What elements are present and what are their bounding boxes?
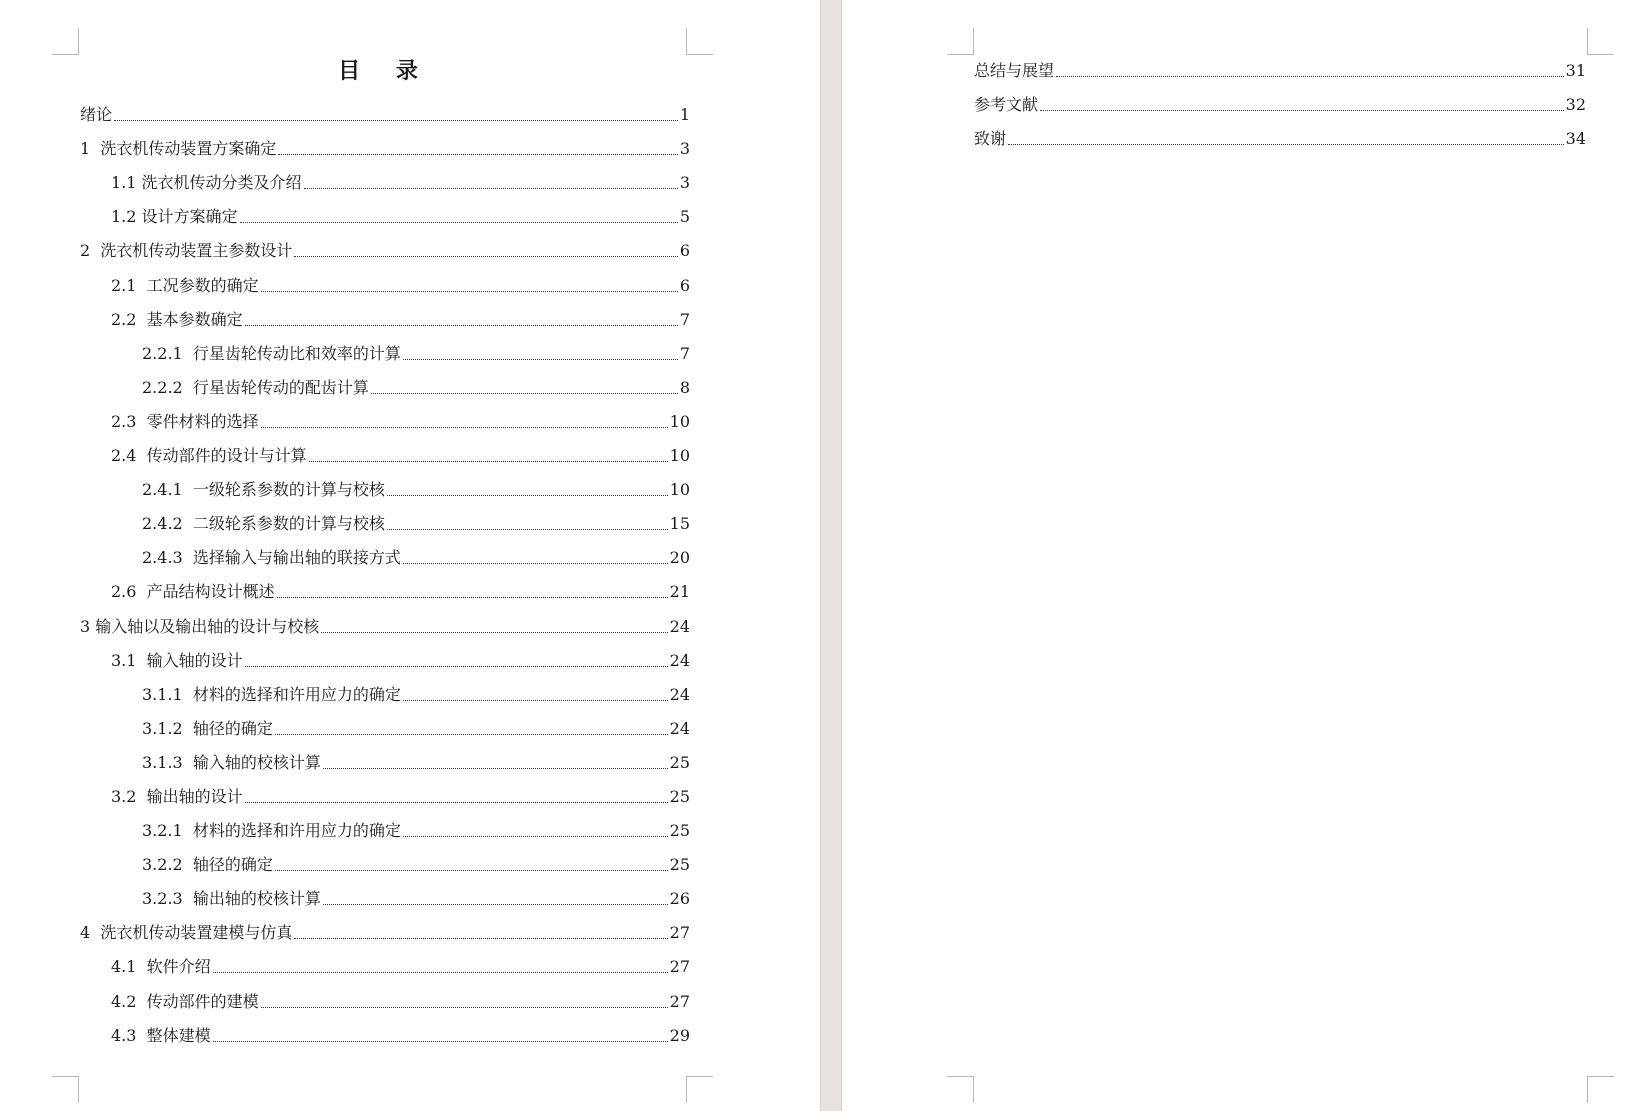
toc-dot-leader: [294, 938, 667, 939]
toc-entry-page-number: 24: [669, 684, 690, 704]
toc-dot-leader: [213, 972, 668, 973]
toc-entry-page-number: 26: [669, 889, 690, 909]
toc-entry[interactable]: [80, 232, 690, 266]
toc-entry-page-number: 34: [1565, 129, 1586, 149]
toc-entry-label: 绪论: [80, 105, 113, 125]
toc-entry[interactable]: [974, 86, 1586, 120]
toc-entry[interactable]: [80, 846, 690, 880]
toc-entry[interactable]: [80, 914, 690, 948]
toc-entry[interactable]: [80, 812, 690, 846]
toc-entry-page-number: 27: [669, 923, 690, 943]
toc-entry-page-number: 6: [679, 275, 690, 295]
toc-entry-page-number: 10: [669, 446, 690, 466]
toc-entry-page-number: 29: [669, 1025, 690, 1045]
toc-entry-page-number: 10: [669, 411, 690, 431]
toc-dot-leader: [403, 563, 668, 564]
toc-entry-label: 2.2.2 行星齿轮传动的配齿计算: [142, 377, 369, 397]
toc-dot-leader: [403, 700, 668, 701]
document-page-right: [842, 0, 1636, 1111]
toc-entry-label: 3 输入轴以及输出轴的设计与校核: [80, 616, 320, 636]
toc-dot-leader: [245, 325, 678, 326]
crop-mark-top-left: [52, 28, 79, 55]
toc-dot-leader: [278, 154, 677, 155]
toc-entry[interactable]: [80, 778, 690, 812]
toc-entry-page-number: 27: [669, 991, 690, 1011]
toc-dot-leader: [213, 1041, 668, 1042]
toc-entry-label: 1 洗衣机传动装置方案确定: [80, 139, 277, 159]
toc-entry[interactable]: [80, 607, 690, 641]
toc-entry-page-number: 24: [669, 650, 690, 670]
toc-entry-label: 2.4.2 二级轮系参数的计算与校核: [142, 514, 385, 534]
toc-entry-label: 致谢: [974, 129, 1007, 149]
page-gutter: [820, 0, 842, 1111]
toc-entry-label: 1.2 设计方案确定: [111, 207, 238, 227]
toc-entry[interactable]: [80, 471, 690, 505]
toc-entry[interactable]: [80, 369, 690, 403]
toc-entry[interactable]: [80, 96, 690, 130]
toc-entry-label: 2.2.1 行星齿轮传动比和效率的计算: [142, 343, 401, 363]
toc-entry-label: 参考文献: [974, 95, 1039, 115]
toc-dot-leader: [261, 1007, 668, 1008]
toc-entry-page-number: 25: [669, 821, 690, 841]
toc-entry-label: 2.4.1 一级轮系参数的计算与校核: [142, 480, 385, 500]
toc-entry-page-number: 6: [679, 241, 690, 261]
toc-dot-leader: [1040, 110, 1564, 111]
toc-entry-page-number: 20: [669, 548, 690, 568]
toc-entry-page-number: 7: [679, 309, 690, 329]
toc-entry-label: 3.1.2 轴径的确定: [142, 718, 273, 738]
toc-entry-label: 4.1 软件介绍: [111, 957, 211, 977]
toc-entry-label: 2.4 传动部件的设计与计算: [111, 446, 307, 466]
toc-entry[interactable]: [80, 335, 690, 369]
toc-entry[interactable]: [80, 744, 690, 778]
toc-entry-page-number: 25: [669, 752, 690, 772]
toc-dot-leader: [323, 904, 668, 905]
toc-entry-label: 3.2 输出轴的设计: [111, 786, 243, 806]
toc-entry-label: 4.3 整体建模: [111, 1025, 211, 1045]
toc-entry-page-number: 25: [669, 855, 690, 875]
toc-entry[interactable]: [80, 1017, 690, 1051]
crop-mark-bottom-right: [1587, 1076, 1614, 1103]
toc-entry-label: 2.4.3 选择输入与输出轴的联接方式: [142, 548, 401, 568]
toc-entry[interactable]: [80, 573, 690, 607]
toc-entry-label: 3.2.1 材料的选择和许用应力的确定: [142, 821, 401, 841]
crop-mark-bottom-left: [947, 1076, 974, 1103]
toc-entry[interactable]: [80, 130, 690, 164]
toc-dot-leader: [1008, 144, 1564, 145]
toc-entry-label: 2.1 工况参数的确定: [111, 275, 259, 295]
toc-entry[interactable]: [80, 198, 690, 232]
crop-mark-top-right: [1587, 28, 1614, 55]
toc-dot-leader: [275, 870, 668, 871]
toc-dot-leader: [403, 359, 678, 360]
toc-entry-label: 4.2 传动部件的建模: [111, 991, 259, 1011]
toc-entry-page-number: 15: [669, 514, 690, 534]
toc-dot-leader: [240, 222, 678, 223]
toc-entry-label: 3.2.3 输出轴的校核计算: [142, 889, 321, 909]
toc-dot-leader: [261, 427, 668, 428]
toc-entry-label: 3.1 输入轴的设计: [111, 650, 243, 670]
toc-dot-leader: [387, 495, 668, 496]
toc-list-right: [974, 52, 1586, 154]
toc-entry-page-number: 8: [679, 377, 690, 397]
toc-entry-page-number: 27: [669, 957, 690, 977]
toc-dot-leader: [245, 666, 668, 667]
toc-entry-label: 2.2 基本参数确定: [111, 309, 243, 329]
toc-title: 目 录: [338, 59, 432, 84]
toc-entry-label: 2.3 零件材料的选择: [111, 411, 259, 431]
toc-dot-leader: [277, 597, 668, 598]
toc-entry[interactable]: [80, 676, 690, 710]
crop-mark-bottom-right: [686, 1076, 713, 1103]
toc-entry-label: 3.2.2 轴径的确定: [142, 855, 273, 875]
toc-entry-page-number: 25: [669, 786, 690, 806]
crop-mark-bottom-left: [52, 1076, 79, 1103]
toc-entry-label: 总结与展望: [974, 61, 1055, 81]
toc-list-left: [80, 96, 690, 1051]
toc-entry[interactable]: [80, 982, 690, 1016]
toc-dot-leader: [371, 393, 678, 394]
toc-entry-page-number: 3: [679, 173, 690, 193]
toc-entry[interactable]: [80, 403, 690, 437]
toc-dot-leader: [245, 802, 668, 803]
toc-entry[interactable]: [80, 301, 690, 335]
toc-dot-leader: [114, 120, 678, 121]
toc-dot-leader: [294, 256, 677, 257]
toc-dot-leader: [323, 768, 668, 769]
toc-entry-page-number: 10: [669, 480, 690, 500]
toc-entry[interactable]: [974, 120, 1586, 154]
toc-entry-page-number: 5: [679, 207, 690, 227]
toc-entry[interactable]: [80, 880, 690, 914]
toc-entry-label: 2 洗衣机传动装置主参数设计: [80, 241, 293, 261]
toc-dot-leader: [309, 461, 668, 462]
toc-dot-leader: [304, 188, 678, 189]
toc-entry[interactable]: [80, 539, 690, 573]
toc-entry-page-number: 3: [679, 139, 690, 159]
toc-entry-label: 3.1.3 输入轴的校核计算: [142, 752, 321, 772]
toc-entry-page-number: 31: [1565, 61, 1586, 81]
crop-mark-top-left: [947, 28, 974, 55]
toc-dot-leader: [387, 529, 668, 530]
toc-entry[interactable]: [80, 948, 690, 982]
toc-entry[interactable]: [80, 505, 690, 539]
toc-dot-leader: [261, 291, 678, 292]
toc-entry-page-number: 24: [669, 616, 690, 636]
toc-entry-label: 2.6 产品结构设计概述: [111, 582, 275, 602]
toc-entry-page-number: 24: [669, 718, 690, 738]
crop-mark-top-right: [686, 28, 713, 55]
toc-dot-leader: [1056, 76, 1564, 77]
toc-entry[interactable]: [80, 710, 690, 744]
toc-entry[interactable]: [974, 52, 1586, 86]
toc-entry-label: 1.1 洗衣机传动分类及介绍: [111, 173, 302, 193]
toc-dot-leader: [321, 632, 667, 633]
toc-entry[interactable]: [80, 437, 690, 471]
toc-entry-label: 4 洗衣机传动装置建模与仿真: [80, 923, 293, 943]
toc-entry-page-number: 21: [669, 582, 690, 602]
toc-entry[interactable]: [80, 266, 690, 300]
toc-entry[interactable]: [80, 642, 690, 676]
toc-entry-label: 3.1.1 材料的选择和许用应力的确定: [142, 684, 401, 704]
toc-entry-page-number: 7: [679, 343, 690, 363]
toc-dot-leader: [275, 734, 668, 735]
toc-dot-leader: [403, 836, 668, 837]
toc-entry-page-number: 1: [679, 105, 690, 125]
toc-entry[interactable]: [80, 164, 690, 198]
toc-entry-page-number: 32: [1565, 95, 1586, 115]
